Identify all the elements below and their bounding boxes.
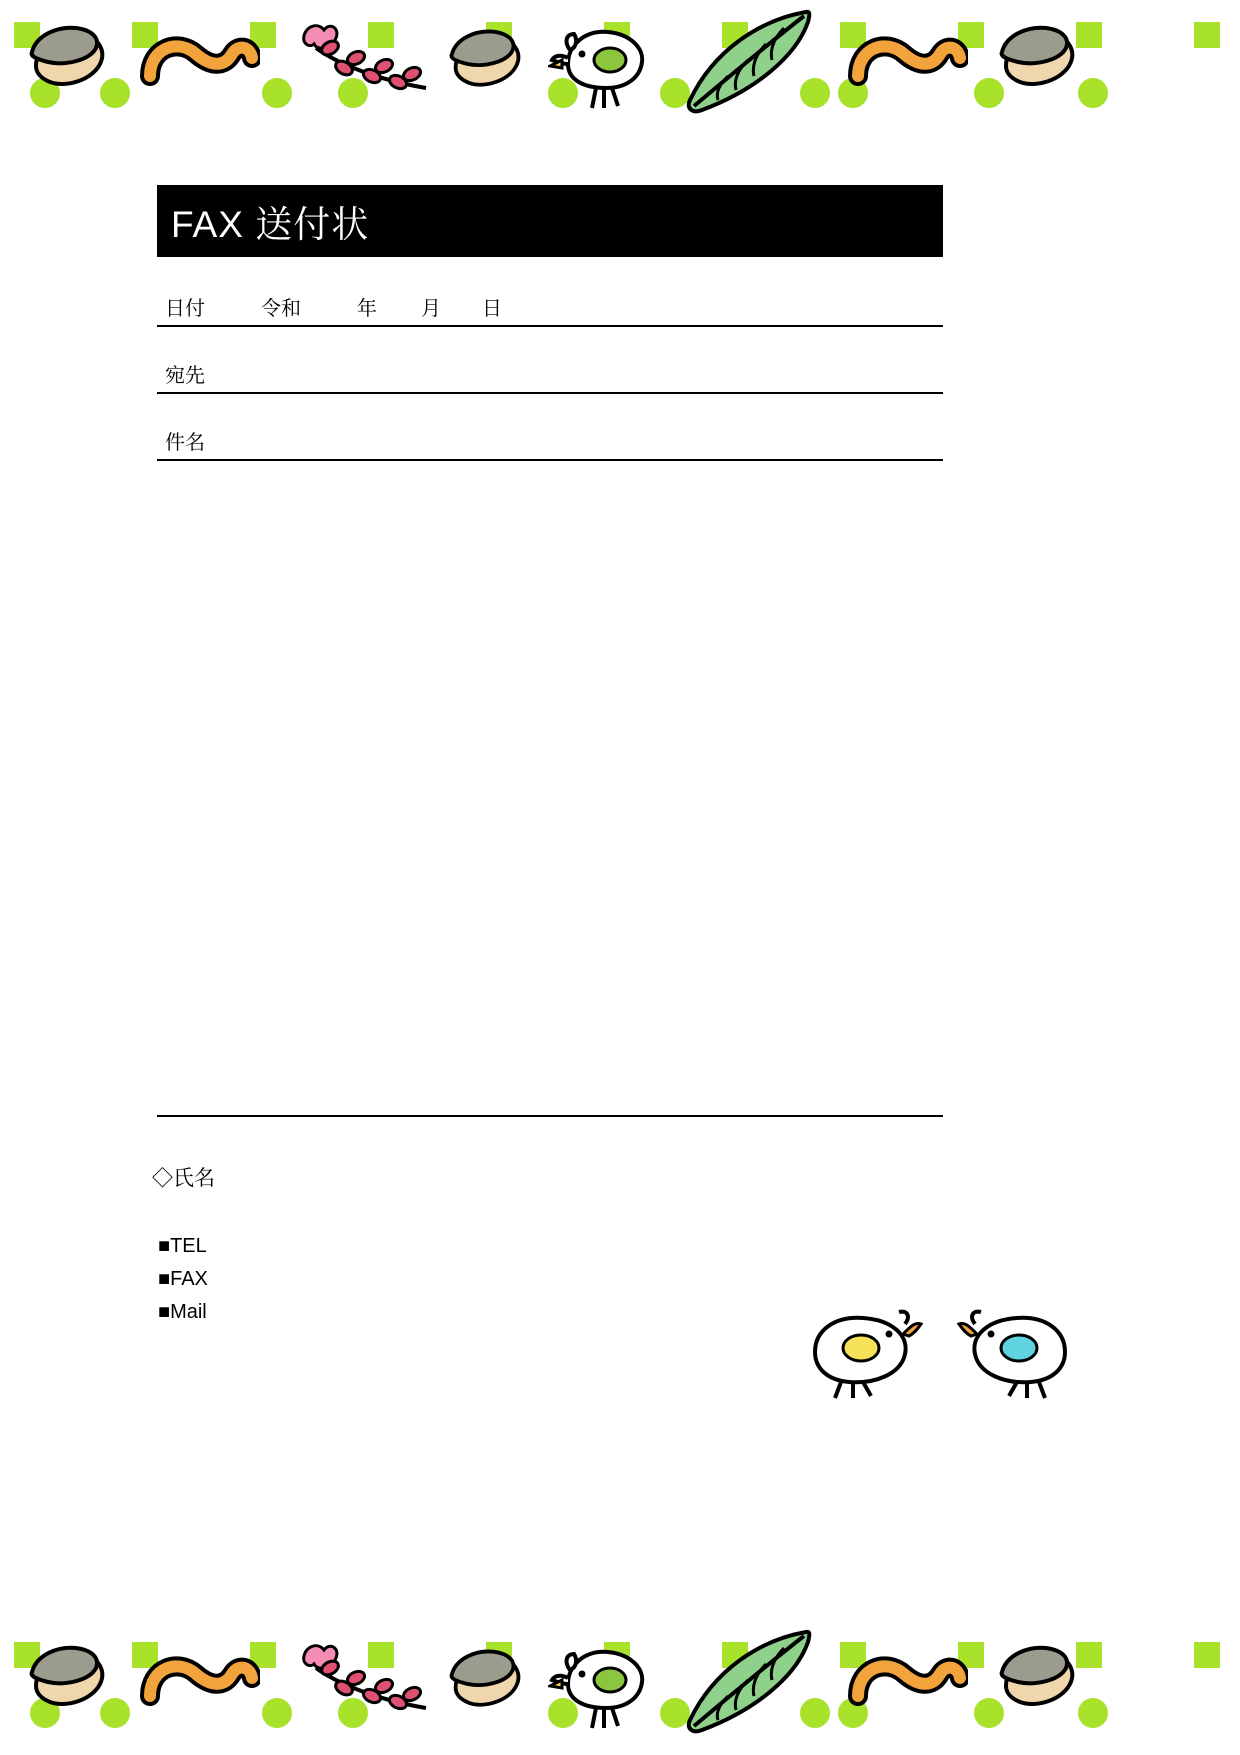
- bottom-decorative-border: [0, 1620, 1240, 1755]
- date-era-label: 令和: [261, 298, 301, 320]
- date-month-unit: 月: [421, 298, 441, 320]
- date-day-unit: 日: [482, 298, 502, 320]
- subject-label: 件名: [165, 432, 205, 454]
- signer-name-label: ◇氏名: [152, 1167, 215, 1190]
- contact-tel-label: ■TEL: [158, 1235, 207, 1257]
- berry-branch-icon: [286, 1638, 436, 1722]
- field-row-date[interactable]: [157, 283, 943, 327]
- caterpillar-icon: [140, 1650, 260, 1712]
- page-title: [157, 185, 943, 257]
- footer-divider: [157, 1115, 943, 1117]
- field-row-subject[interactable]: [157, 417, 943, 461]
- acorn-icon: [442, 1646, 528, 1718]
- date-year-unit: 年: [357, 298, 377, 320]
- contact-fax-label: ■FAX: [158, 1268, 208, 1290]
- contact-list: [158, 1230, 208, 1329]
- contact-mail-label: ■Mail: [158, 1301, 207, 1323]
- acorn-icon: [992, 1642, 1082, 1718]
- page-title-text: FAX 送付状: [171, 204, 370, 245]
- caterpillar-icon: [848, 1650, 968, 1712]
- leaf-icon: [668, 1624, 823, 1744]
- date-label: 日付: [165, 298, 205, 320]
- field-row-recipient[interactable]: [157, 350, 943, 394]
- acorn-icon: [22, 1642, 112, 1718]
- bird-icon: [548, 1636, 658, 1736]
- recipient-label: 宛先: [165, 365, 205, 387]
- two-birds-icon: [805, 1290, 1075, 1400]
- message-body-area[interactable]: [157, 470, 943, 1110]
